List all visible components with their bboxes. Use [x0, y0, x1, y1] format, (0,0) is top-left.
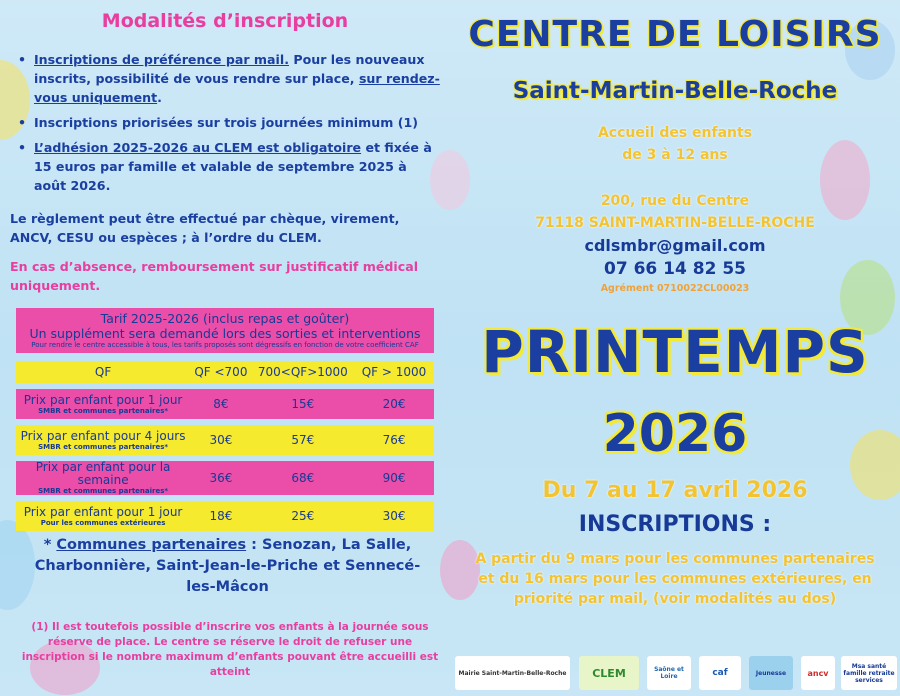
table-row — [16, 501, 434, 531]
table-row — [16, 425, 434, 455]
row-label-sub: SMBR et communes partenaires* — [38, 442, 169, 451]
communes-partenaires — [30, 535, 425, 598]
address-line: 71118 SAINT-MARTIN-BELLE-ROCHE — [535, 215, 815, 231]
column-header: QF > 1000 — [354, 361, 434, 383]
table-cell: 30€ — [190, 425, 251, 455]
table-cell: 8€ — [190, 389, 251, 419]
inscriptions-text: A partir du 9 mars pour les communes partenaires et du 16 mars pour les communes extérieures, en priorité par mail, (voir modalités au dos) — [475, 551, 875, 607]
bullet-text: Inscriptions priorisées sur trois journées minimum (1) — [34, 115, 418, 130]
bullet-underlined-text: Inscriptions de préférence par mail. — [34, 52, 289, 67]
bullet-underlined-text: sur rendez-vous uniquement — [34, 71, 440, 105]
row-label-main: Prix par enfant pour 1 jour — [23, 392, 183, 407]
table-row — [16, 461, 434, 495]
footnote: (1) Il est toutefois possible d’inscrire vos enfants à la journée sous réserve de place. Le centre se réserve le droit de refuser une inscription si le nombre maximum d’enfants pouvant être accueilli est atteint — [21, 621, 439, 678]
bullet-underlined-text: L’adhésion 2025-2026 au CLEM est obligatoire — [34, 140, 362, 155]
caf-logo: caf — [699, 656, 741, 690]
row-label-main: Prix par enfant pour 4 jours — [20, 428, 186, 443]
table-cell: 68€ — [252, 461, 354, 495]
address-line: 200, rue du Centre — [600, 193, 750, 209]
list-item — [14, 50, 442, 107]
list-item — [14, 113, 442, 132]
tarif-supplement: Un supplément sera demandé lors des sorties et interventions — [29, 326, 421, 341]
table-cell: 30€ — [354, 501, 434, 531]
tarif-header — [16, 308, 434, 353]
communes-list: : Senozan, La Salle, Charbonnière, Saint-Jean-le-Priche et Sennecé-les-Mâcon — [34, 537, 421, 595]
table-cell: 76€ — [354, 425, 434, 455]
row-label — [16, 461, 190, 495]
table-cell: 90€ — [354, 461, 434, 495]
tarif-title: Tarif 2025-2026 (inclus repas et goûter) — [100, 311, 350, 326]
price-grid — [16, 355, 434, 537]
accueil-text — [450, 122, 900, 166]
tarif-table — [16, 308, 434, 537]
row-label-sub: SMBR et communes partenaires* — [38, 406, 169, 415]
table-cell: 25€ — [252, 501, 354, 531]
bullet-text: Pour les nouveaux inscrits, possibilité de vous rendre sur place, — [34, 52, 425, 86]
email-link[interactable]: cdlsmbr@gmail.com — [584, 236, 766, 255]
table-cell: 18€ — [190, 501, 251, 531]
bullet-text: . — [157, 90, 162, 105]
table-cell: 15€ — [252, 389, 354, 419]
mairie-logo: Mairie Saint-Martin-Belle-Roche — [455, 656, 570, 690]
accueil-line: Accueil des enfants — [597, 125, 753, 141]
inscriptions-heading: INSCRIPTIONS : — [578, 512, 772, 537]
row-label — [16, 425, 190, 455]
row-label-main: Prix par enfant pour 1 jour — [23, 504, 183, 519]
clem-logo: CLEM — [579, 656, 639, 690]
table-cell: 57€ — [252, 425, 354, 455]
row-label-sub: SMBR et communes partenaires* — [38, 487, 169, 495]
modalites-title: Modalités d’inscription — [101, 10, 349, 32]
phone-number: 07 66 14 82 55 — [604, 259, 746, 279]
jeunesse-logo: Jeunesse — [749, 656, 793, 690]
saone-et-loire-logo: Saône et Loire — [647, 656, 691, 690]
centre-title: CENTRE DE LOISIRS — [468, 14, 882, 55]
address — [450, 190, 900, 234]
msa-logo: Msa santé famille retraite services — [841, 656, 897, 690]
column-header: QF <700 — [190, 361, 251, 383]
partner-logos — [455, 652, 900, 692]
row-label-sub: Pour les communes extérieures — [40, 518, 166, 527]
table-cell: 20€ — [354, 389, 434, 419]
modalites-list — [14, 50, 442, 201]
table-row — [16, 389, 434, 419]
list-item — [14, 138, 442, 195]
dates: Du 7 au 17 avril 2026 — [542, 478, 808, 503]
communes-label: Communes partenaires — [56, 537, 247, 553]
year-title: 2026 — [602, 404, 748, 464]
tarif-note: Pour rendre le centre accessible à tous, les tarifs proposés sont dégressifs en fonction de votre coefficient CAF — [31, 341, 419, 349]
right-panel — [450, 0, 900, 696]
row-label — [16, 389, 190, 419]
accueil-line: de 3 à 12 ans — [622, 147, 728, 163]
absence-text: En cas d’absence, remboursement sur justificatif médical uniquement. — [10, 259, 419, 293]
season-title: PRINTEMPS — [481, 318, 869, 386]
column-header: QF — [16, 361, 190, 383]
bullet-text: et fixée à 15 euros par famille et valable de septembre 2025 à août 2026. — [34, 140, 432, 193]
column-header: 700<QF>1000 — [252, 361, 354, 383]
row-label — [16, 501, 190, 531]
table-header-row — [16, 361, 434, 383]
communes-star: * — [43, 537, 57, 553]
agrement: Agrément 0710022CL00023 — [600, 283, 750, 294]
reglement-text: Le règlement peut être effectué par chèque, virement, ANCV, CESU ou espèces ; à l’ordre du CLEM. — [10, 211, 400, 245]
row-label-main: Prix par enfant pour la semaine — [35, 460, 171, 487]
ancv-logo: ancv — [801, 656, 835, 690]
commune-title: Saint-Martin-Belle-Roche — [512, 78, 838, 104]
table-cell: 36€ — [190, 461, 251, 495]
